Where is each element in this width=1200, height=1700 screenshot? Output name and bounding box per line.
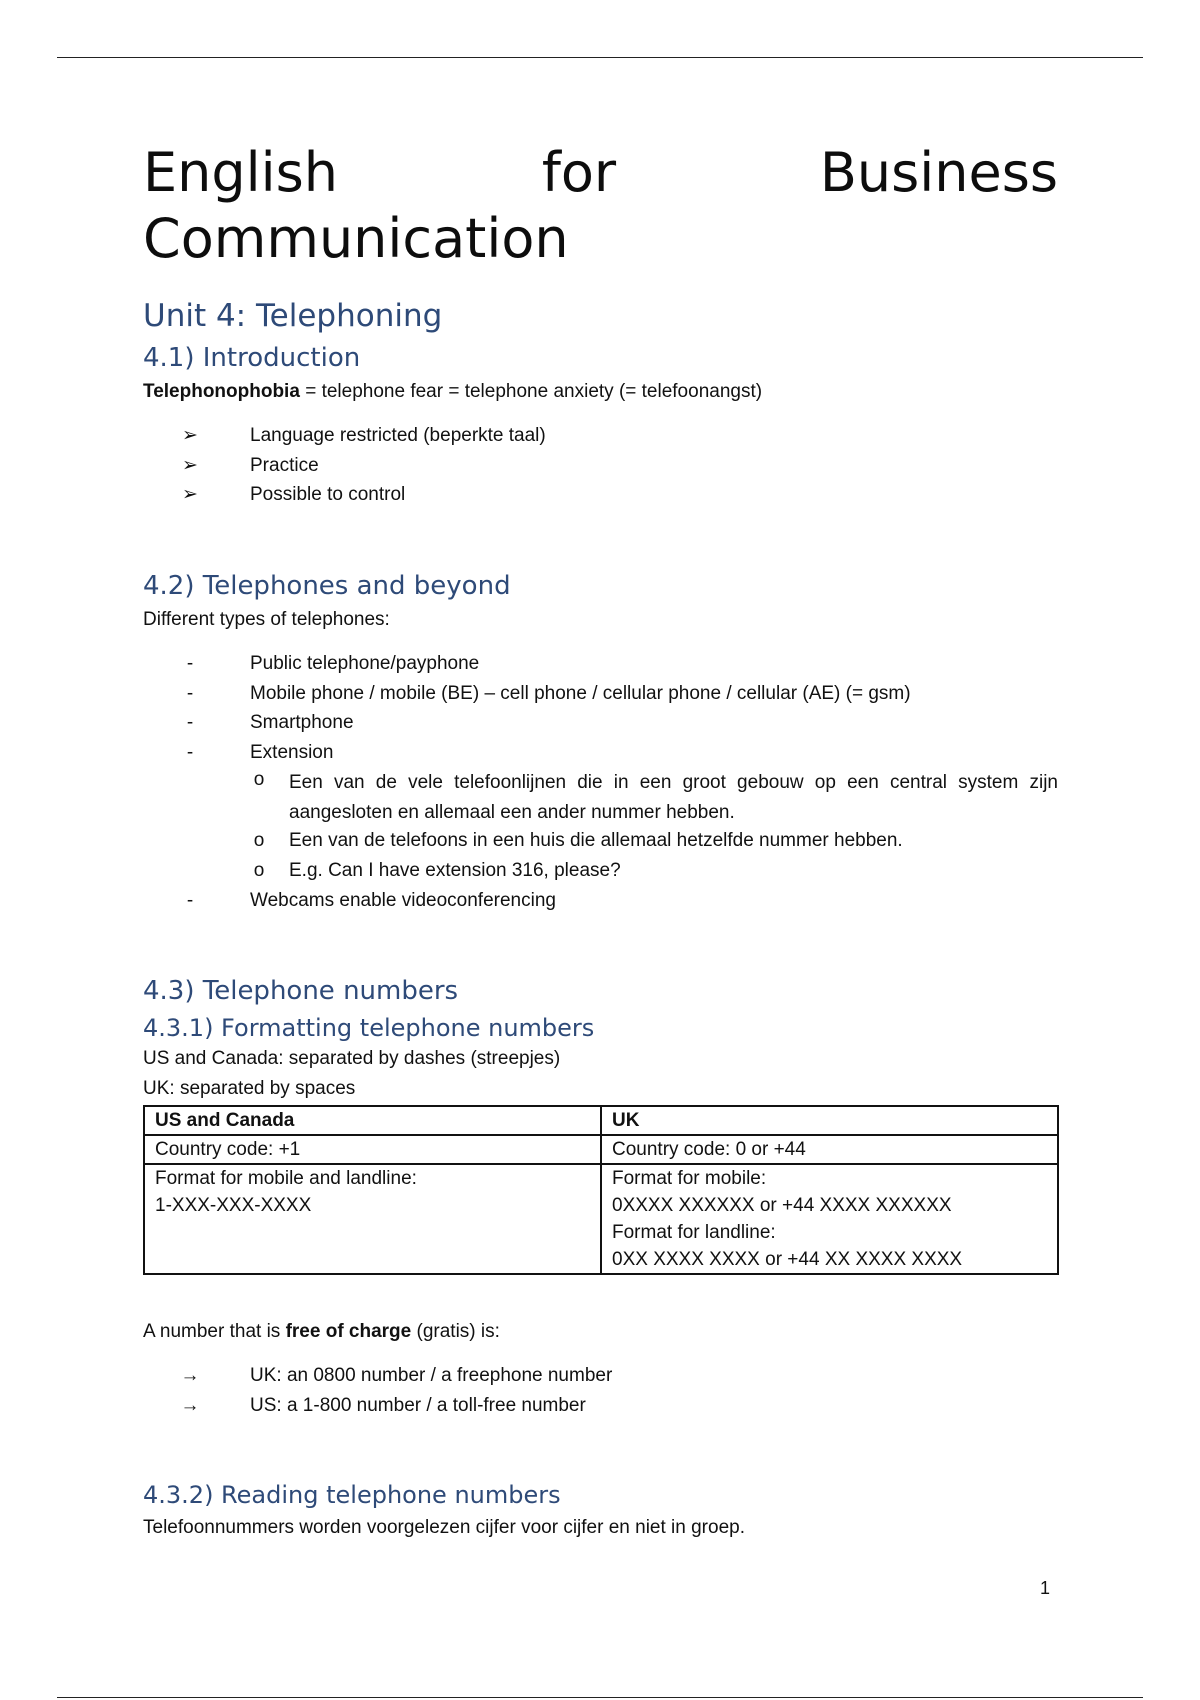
dash-bullet-icon: -	[186, 712, 194, 733]
footer-rule	[57, 1697, 1143, 1698]
list-item-text: Mobile phone / mobile (BE) – cell phone / cellular phone / cellular (AE) (= gsm)	[250, 683, 911, 704]
arrowhead-bullet-icon: ➢	[182, 425, 198, 446]
title-word: for	[541, 141, 617, 204]
circle-bullet-icon: o	[253, 860, 265, 881]
circle-bullet-icon: o	[253, 769, 265, 790]
free-of-charge-line	[143, 1320, 500, 1344]
text-run: (gratis) is:	[411, 1321, 500, 1342]
table-header-cell: US and Canada	[144, 1106, 601, 1135]
table-cell: Country code: +1	[144, 1135, 601, 1164]
circle-bullet-icon: o	[253, 830, 265, 851]
table-row	[144, 1135, 1058, 1164]
arrowhead-bullet-icon: ➢	[182, 455, 198, 476]
section-heading-beyond: 4.2) Telephones and beyond	[143, 571, 511, 601]
table-cell	[601, 1164, 1058, 1274]
list-item-text: Smartphone	[250, 712, 354, 733]
cell-line: Format for mobile:	[612, 1168, 767, 1189]
table-row	[144, 1106, 1058, 1135]
subsection-heading-formatting: 4.3.1) Formatting telephone numbers	[143, 1014, 595, 1042]
title-word: Business	[819, 141, 1058, 204]
unit-heading: Unit 4: Telephoning	[143, 298, 443, 334]
dash-bullet-icon: -	[186, 683, 194, 704]
list-item-text: Webcams enable videoconferencing	[250, 890, 556, 911]
paragraph: Different types of telephones:	[143, 609, 390, 630]
paragraph: US and Canada: separated by dashes (streepjes)	[143, 1048, 561, 1069]
term: Telephonophobia	[143, 381, 300, 402]
page-number: 1	[1040, 1578, 1051, 1598]
arrow-bullet-icon: →	[180, 1365, 200, 1386]
cell-line: Format for landline:	[612, 1222, 776, 1243]
list-item-text: Public telephone/payphone	[250, 653, 480, 674]
table-row	[144, 1164, 1058, 1274]
list-item-text: US: a 1-800 number / a toll-free number	[250, 1395, 586, 1416]
arrowhead-bullet-icon: ➢	[182, 484, 198, 505]
title-word: Communication	[143, 207, 569, 270]
bold-run: free of charge	[285, 1321, 412, 1342]
definition: = telephone fear = telephone anxiety (= telefoonangst)	[299, 381, 763, 402]
dash-bullet-icon: -	[186, 653, 194, 674]
table-header-cell: UK	[601, 1106, 1058, 1135]
list-item-text: E.g. Can I have extension 316, please?	[289, 860, 621, 881]
cell-line: 0XXXX XXXXXX or +44 XXXX XXXXXX	[612, 1195, 952, 1216]
sub-list-item	[178, 768, 1058, 828]
phone-format-table	[143, 1105, 1059, 1275]
table-cell	[144, 1164, 601, 1274]
paragraph: UK: separated by spaces	[143, 1078, 356, 1099]
list-item-text: Een van de vele telefoonlijnen die in een groot gebouw op een central system zijn aangesloten en allemaal een ander nummer hebben.	[289, 772, 1058, 823]
list-item-text: Possible to control	[250, 484, 406, 505]
cell-line: 1-XXX-XXX-XXXX	[155, 1195, 312, 1216]
list-item-text: Extension	[250, 742, 334, 763]
arrow-bullet-icon: →	[180, 1395, 200, 1416]
list-item-text: UK: an 0800 number / a freephone number	[250, 1365, 613, 1386]
list-item-text: Language restricted (beperkte taal)	[250, 425, 546, 446]
header-rule	[57, 57, 1143, 58]
subsection-heading-reading: 4.3.2) Reading telephone numbers	[143, 1481, 561, 1509]
dash-bullet-icon: -	[186, 742, 194, 763]
cell-line: 0XX XXXX XXXX or +44 XX XXXX XXXX	[612, 1249, 963, 1270]
section-heading-intro: 4.1) Introduction	[143, 343, 361, 373]
title-word: English	[143, 141, 338, 204]
list-item-text: Practice	[250, 455, 319, 476]
section-heading-numbers: 4.3) Telephone numbers	[143, 976, 459, 1006]
document-title	[143, 140, 1058, 272]
definition-line	[143, 380, 762, 404]
list-item-text: Een van de telefoons in een huis die allemaal hetzelfde nummer hebben.	[289, 830, 903, 851]
text-run: A number that is	[143, 1321, 286, 1342]
paragraph: Telefoonnummers worden voorgelezen cijfer voor cijfer en niet in groep.	[143, 1517, 745, 1538]
dash-bullet-icon: -	[186, 890, 194, 911]
table-cell: Country code: 0 or +44	[601, 1135, 1058, 1164]
cell-line: Format for mobile and landline:	[155, 1168, 417, 1189]
